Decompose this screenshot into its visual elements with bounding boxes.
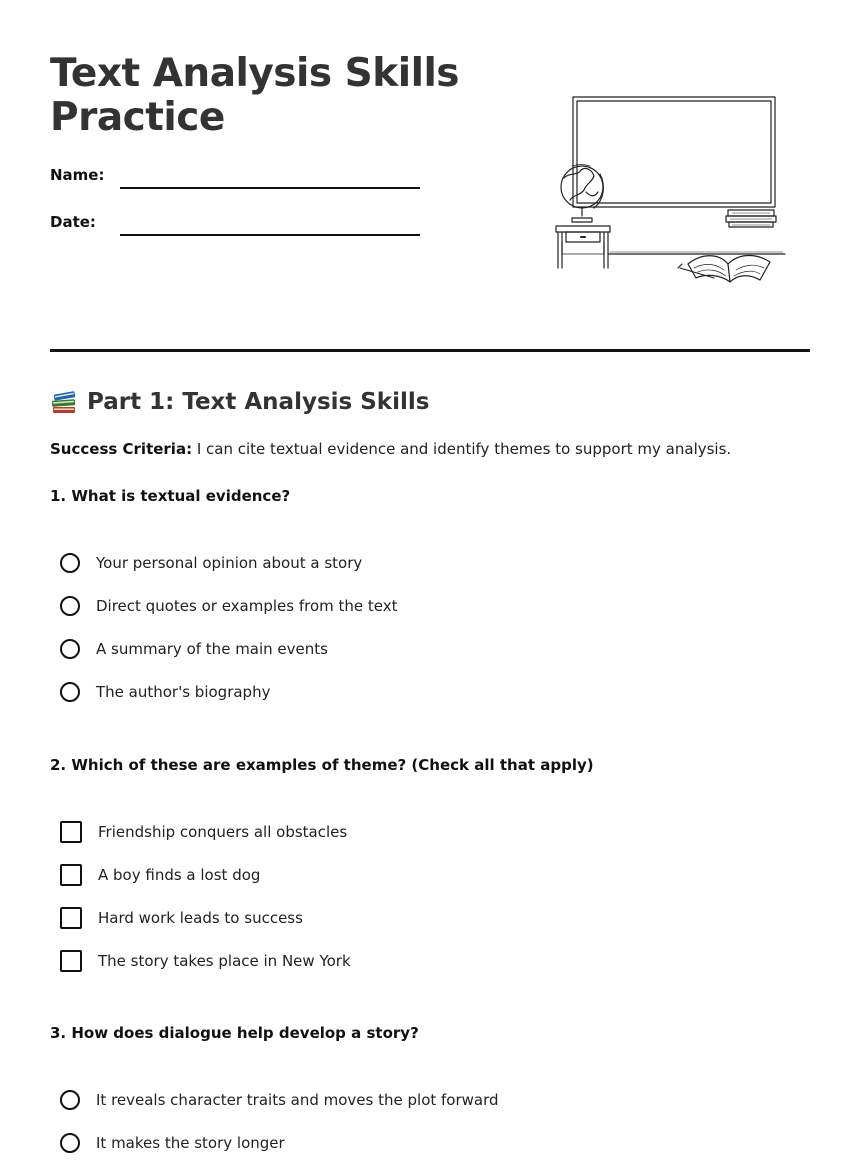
question-3: 3. How does dialogue help develop a story? [50,1024,419,1042]
books-icon [50,388,78,416]
date-label: Date: [50,213,96,231]
q1-option-3[interactable] [60,639,328,659]
q3-option-1[interactable] [60,1090,499,1110]
part1-title [50,388,429,416]
option-label: Hard work leads to success [98,909,303,927]
radio-button[interactable] [60,639,80,659]
q2-option-2[interactable] [60,864,260,886]
q1-option-4[interactable] [60,682,270,702]
q2-option-1[interactable] [60,821,347,843]
option-label: The author's biography [96,683,271,701]
q2-option-3[interactable] [60,907,303,929]
radio-button[interactable] [60,682,80,702]
q3-option-2[interactable] [60,1133,285,1153]
name-field-line[interactable] [120,187,420,189]
radio-button[interactable] [60,1090,80,1110]
radio-button[interactable] [60,553,80,573]
date-field-line[interactable] [120,234,420,236]
question-1: 1. What is textual evidence? [50,487,291,505]
checkbox[interactable] [60,950,82,972]
header-divider [50,349,810,352]
q1-option-2[interactable] [60,596,398,616]
checkbox[interactable] [60,821,82,843]
classroom-illustration [548,92,792,288]
name-label: Name: [50,166,105,184]
question-2: 2. Which of these are examples of theme? (Check all that apply) [50,756,594,774]
q1-option-1[interactable] [60,553,362,573]
option-label: It makes the story longer [96,1134,285,1152]
q2-option-4[interactable] [60,950,351,972]
option-label: Your personal opinion about a story [96,554,363,572]
option-label: A summary of the main events [96,640,328,658]
option-label: A boy finds a lost dog [98,866,261,884]
option-label: The story takes place in New York [98,952,351,970]
option-label: Friendship conquers all obstacles [98,823,348,841]
worksheet-title: Text Analysis Skills Practice [50,51,460,140]
option-label: It reveals character traits and moves the plot forward [96,1091,499,1109]
criteria-text: I can cite textual evidence and identify themes to support my analysis. [196,440,732,458]
part1-title-text: Part 1: Text Analysis Skills [87,389,430,415]
checkbox[interactable] [60,907,82,929]
checkbox[interactable] [60,864,82,886]
radio-button[interactable] [60,1133,80,1153]
option-label: Direct quotes or examples from the text [96,597,398,615]
success-criteria [50,440,731,458]
radio-button[interactable] [60,596,80,616]
criteria-label: Success Criteria: [50,440,193,458]
